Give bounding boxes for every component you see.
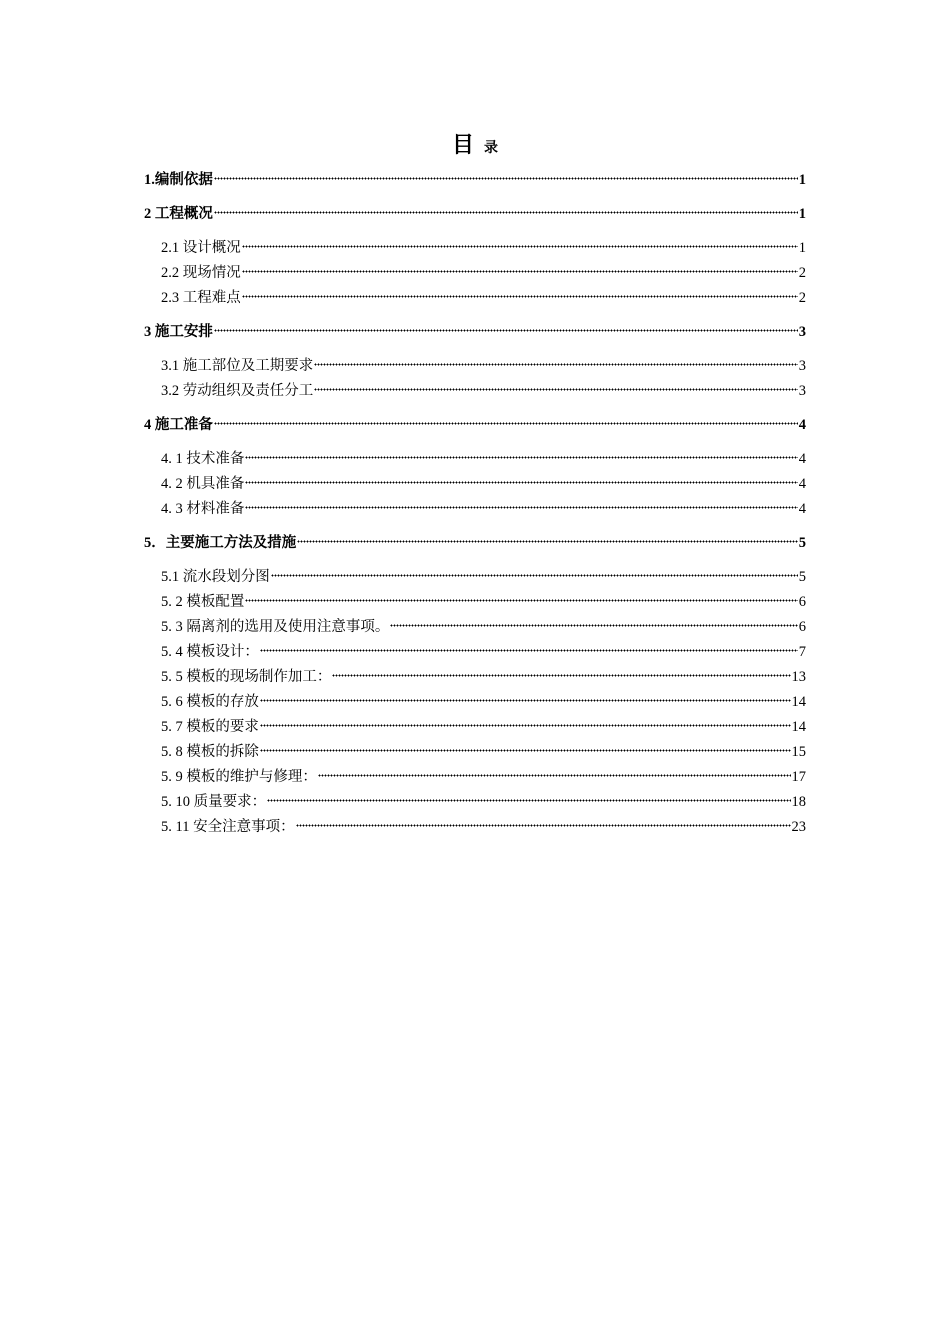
toc-leader-dots	[296, 824, 791, 827]
toc-leader-dots	[260, 649, 798, 652]
toc-leader-dots	[318, 774, 791, 777]
toc-entry[interactable]	[144, 261, 806, 286]
toc-leader-dots	[260, 749, 791, 752]
toc-entry-page: 14	[791, 719, 806, 735]
toc-entry[interactable]	[144, 531, 806, 556]
toc-entry-label: 5. 7 模板的要求	[161, 719, 259, 735]
toc-leader-dots	[245, 506, 797, 509]
toc-entry-label: 2.3 工程难点	[161, 290, 241, 306]
toc-entry-page: 4	[798, 417, 806, 433]
toc-entry-page: 4	[798, 476, 806, 492]
toc-entry[interactable]	[144, 665, 806, 690]
toc-leader-dots	[314, 388, 798, 391]
toc-entry-page: 2	[798, 265, 806, 281]
toc-title	[0, 131, 950, 163]
toc-entry[interactable]	[144, 715, 806, 740]
toc-leader-dots	[271, 574, 798, 577]
toc-entry-page: 5	[798, 535, 806, 551]
toc-entry-label: 5. 6 模板的存放	[161, 694, 259, 710]
toc-entry[interactable]	[144, 354, 806, 379]
toc-entry[interactable]	[144, 320, 806, 345]
toc-entry-label: 2.2 现场情况	[161, 265, 241, 281]
toc-entry-label: 5. 9 模板的维护与修理：	[161, 769, 317, 785]
toc-entry-page: 4	[798, 451, 806, 467]
toc-leader-dots	[260, 699, 791, 702]
toc-leader-dots	[242, 245, 798, 248]
toc-leader-dots	[242, 295, 798, 298]
toc-entry[interactable]	[144, 740, 806, 765]
toc-entry[interactable]	[144, 286, 806, 311]
toc-entry-label: 5. 10 质量要求：	[161, 794, 267, 810]
toc-leader-dots	[245, 481, 797, 484]
toc-leader-dots	[214, 422, 798, 425]
toc-entry[interactable]	[144, 202, 806, 227]
toc-entry-page: 6	[798, 619, 806, 635]
toc-leader-dots	[260, 724, 791, 727]
toc-leader-dots	[214, 177, 798, 180]
toc-entry[interactable]	[144, 413, 806, 438]
toc-entry[interactable]	[144, 565, 806, 590]
toc-entry-page: 7	[798, 644, 806, 660]
toc-entry-label: 4 施工准备	[144, 417, 213, 433]
toc-entry-label: 4. 2 机具准备	[161, 476, 245, 492]
toc-leader-dots	[214, 211, 798, 214]
toc-entry-label: 3 施工安排	[144, 324, 213, 340]
toc-title-main: 目	[451, 133, 474, 158]
toc-entry-page: 3	[798, 383, 806, 399]
toc-entry[interactable]	[144, 615, 806, 640]
toc-leader-dots	[245, 456, 797, 459]
toc-leader-dots	[314, 363, 798, 366]
toc-entry[interactable]	[144, 590, 806, 615]
toc-entry-page: 1	[798, 172, 806, 188]
toc-entry-page: 18	[791, 794, 806, 810]
toc-entry[interactable]	[144, 472, 806, 497]
toc-entry-label: 5.1 流水段划分图	[161, 569, 270, 585]
toc-entry-page: 4	[798, 501, 806, 517]
toc-leader-dots	[214, 329, 798, 332]
toc-leader-dots	[242, 270, 798, 273]
toc-entry-page: 2	[798, 290, 806, 306]
toc-entry-label: 5. 8 模板的拆除	[161, 744, 259, 760]
toc-entry-page: 3	[798, 358, 806, 374]
toc-entry-page: 17	[791, 769, 806, 785]
toc-entry[interactable]	[144, 790, 806, 815]
toc-entry-label: 5. 11 安全注意事项：	[161, 819, 295, 835]
toc-entry-page: 3	[798, 324, 806, 340]
toc-title-sub: 录	[484, 140, 498, 156]
toc-entry-label: 4. 1 技术准备	[161, 451, 245, 467]
toc-entry[interactable]	[144, 497, 806, 522]
toc-entry-label: 5. 4 模板设计：	[161, 644, 259, 660]
toc-entry[interactable]	[144, 168, 806, 193]
toc-entry-page: 23	[791, 819, 806, 835]
toc-entry-label: 1.编制依据	[144, 172, 213, 188]
toc-entry[interactable]	[144, 690, 806, 715]
toc-entry-page: 1	[798, 240, 806, 256]
toc-leader-dots	[267, 799, 790, 802]
toc-entry-label: 5. 5 模板的现场制作加工：	[161, 669, 332, 685]
toc-entry[interactable]	[144, 815, 806, 840]
toc-leader-dots	[297, 540, 798, 543]
toc-entry-label: 2.1 设计概况	[161, 240, 241, 256]
toc-entry[interactable]	[144, 640, 806, 665]
toc-entry-page: 14	[791, 694, 806, 710]
toc-entry[interactable]	[144, 765, 806, 790]
toc-entry-label: 3.2 劳动组织及责任分工	[161, 383, 314, 399]
toc-entry-label: 5. 2 模板配置	[161, 594, 245, 610]
toc-entry-page: 5	[798, 569, 806, 585]
toc-entry-label: 2 工程概况	[144, 206, 213, 222]
toc-entry-page: 1	[798, 206, 806, 222]
toc-entry[interactable]	[144, 379, 806, 404]
toc-entry-label: 5. 3 隔离剂的选用及使用注意事项。	[161, 619, 390, 635]
toc-leader-dots	[245, 599, 797, 602]
toc-entry[interactable]	[144, 236, 806, 261]
toc-entry-label: 5．主要施工方法及措施	[144, 535, 297, 551]
toc-entry[interactable]	[144, 447, 806, 472]
toc-entry-page: 15	[791, 744, 806, 760]
table-of-contents	[144, 168, 806, 840]
toc-leader-dots	[390, 624, 797, 627]
toc-entry-label: 4. 3 材料准备	[161, 501, 245, 517]
toc-entry-page: 13	[791, 669, 806, 685]
toc-leader-dots	[332, 674, 790, 677]
toc-entry-page: 6	[798, 594, 806, 610]
toc-entry-label: 3.1 施工部位及工期要求	[161, 358, 314, 374]
